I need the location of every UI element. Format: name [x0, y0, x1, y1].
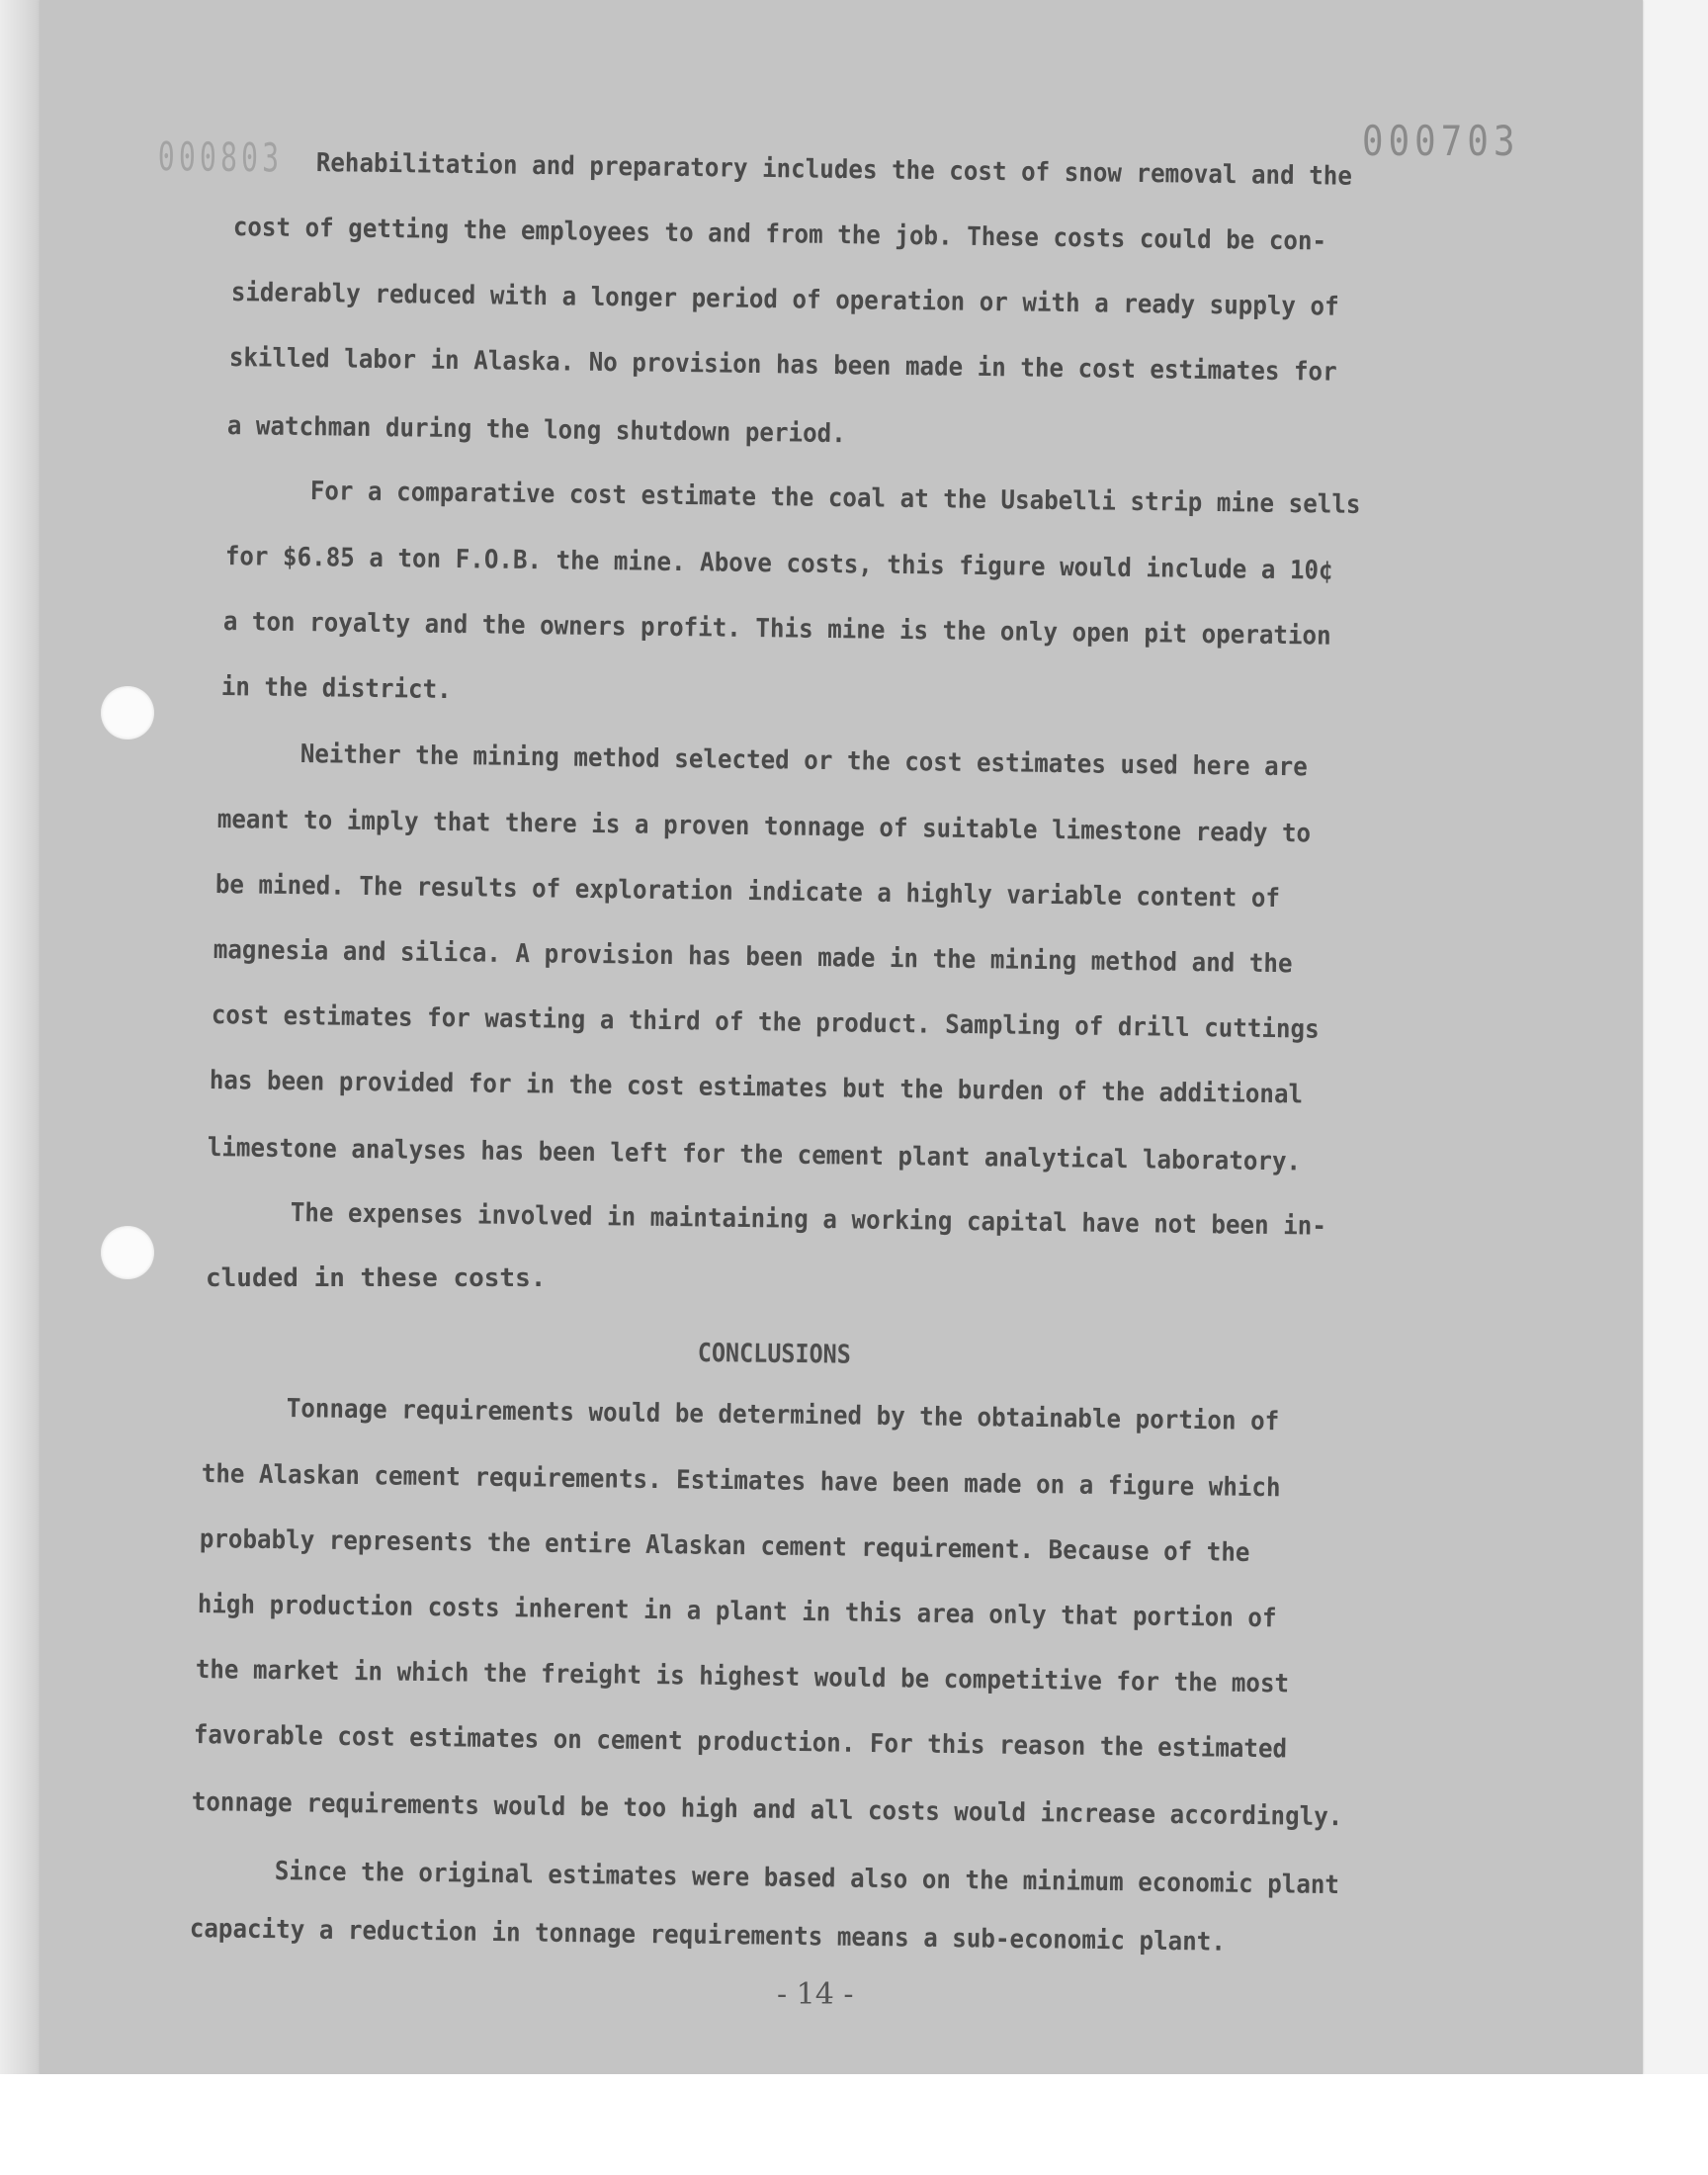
body-line: cost estimates for wasting a third of the product. Sampling of drill cuttings — [211, 1000, 1320, 1045]
body-line: meant to imply that there is a proven tonnage of suitable limestone ready to — [216, 805, 1312, 849]
scan-bottom-margin — [0, 2074, 1708, 2175]
body-line: cost of getting the employees to and from the job. These costs could be con- — [232, 213, 1327, 257]
body-line: probably represents the entire Alaskan cement requirement. Because of the — [199, 1524, 1250, 1568]
body-line: magnesia and silica. A provision has been made in the mining method and the — [213, 935, 1293, 980]
body-line: be mined. The results of exploration indicate a highly variable content of — [214, 870, 1281, 914]
body-line: the market in which the freight is highest would be competitive for the most — [195, 1655, 1290, 1699]
body-line: limestone analyses has been left for the cement plant analytical laboratory. — [207, 1133, 1302, 1177]
punch-hole-top — [101, 686, 154, 740]
body-line: For a comparative cost estimate the coal at the Usabelli strip mine sells — [309, 477, 1361, 520]
body-line: for $6.85 a ton F.O.B. the mine. Above costs, this figure would include a 10¢ — [224, 542, 1333, 586]
body-line: a ton royalty and the owners profit. This mine is the only open pit operation — [222, 607, 1331, 652]
body-line: the Alaskan cement requirements. Estimates have been made on a figure which — [201, 1459, 1281, 1504]
document-number: 000703 — [1362, 117, 1520, 165]
body-line: Rehabilitation and preparatory includes the cost of snow removal and the — [315, 148, 1353, 192]
body-line: Neither the mining method selected or the cost estimates used here are — [299, 740, 1308, 783]
faded-document-number: 000803 — [157, 134, 284, 182]
body-line: capacity a reduction in tonnage requirements means a sub-economic plant. — [189, 1914, 1227, 1958]
body-line: a watchman during the long shutdown period. — [226, 411, 846, 450]
punch-hole-bottom — [101, 1226, 154, 1279]
body-line: favorable cost estimates on cement production. For this reason the estimated — [193, 1720, 1288, 1765]
page-number: - 14 - — [777, 1977, 854, 2012]
body-line: Tonnage requirements would be determined by the obtainable portion of — [286, 1394, 1280, 1437]
section-heading: CONCLUSIONS — [697, 1339, 851, 1370]
body-line: siderably reduced with a longer period of operation or with a ready supply of — [230, 278, 1339, 322]
body-line: The expenses involved in maintaining a working capital have not been in- — [290, 1198, 1327, 1242]
body-line: in the district. — [220, 672, 452, 706]
body-line: skilled labor in Alaska. No provision has been made in the cost estimates for — [228, 343, 1337, 388]
body-line: tonnage requirements would be too high and all costs would increase accordingly. — [191, 1787, 1343, 1833]
body-line: high production costs inherent in a plant in this area only that portion of — [197, 1590, 1277, 1634]
body-line: cluded in these costs. — [206, 1263, 547, 1293]
scan-edge-strip — [0, 0, 40, 2086]
body-line: Since the original estimates were based also on the minimum economic plant — [274, 1857, 1340, 1901]
body-line: has been provided for in the cost estimates but the burden of the additional — [209, 1066, 1304, 1110]
